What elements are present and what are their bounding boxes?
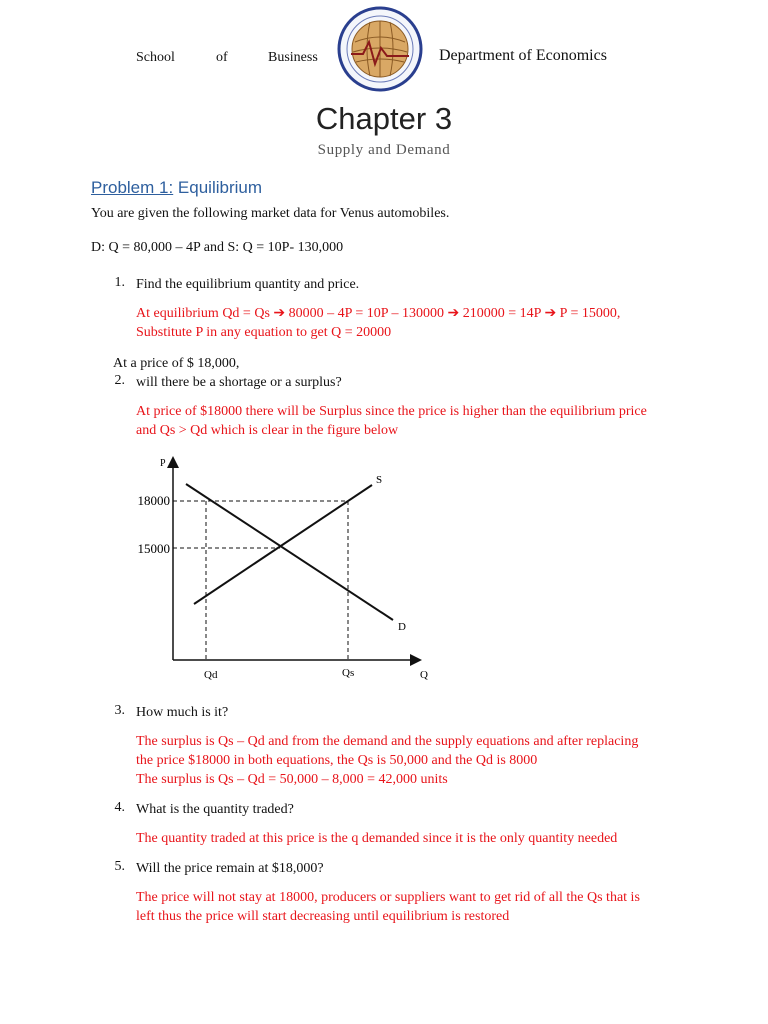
x-axis-label: Q: [420, 669, 428, 681]
question-number: 1.: [114, 275, 125, 290]
question-number: 5.: [114, 859, 125, 874]
header-business: Business: [268, 50, 318, 65]
question-text: How much is it?: [136, 705, 229, 720]
question-text: What is the quantity traded?: [136, 802, 294, 817]
answer-line: Substitute P in any equation to get Q = 20000: [136, 325, 392, 340]
supply-curve: [194, 485, 372, 604]
school-logo-emblem: [337, 6, 423, 92]
answer-line: and Qs > Qd which is clear in the figure below: [136, 423, 399, 438]
question-text: Will the price remain at $18,000?: [136, 861, 324, 876]
header-school: School: [136, 50, 175, 65]
header-of: of: [216, 50, 228, 65]
answer-line: the price $18000 in both equations, the Qs is 50,000 and the Qd is 8000: [136, 753, 538, 768]
problem-heading: [91, 178, 262, 198]
demand-curve: [186, 484, 393, 620]
answer-line: left thus the price will start decreasing until equilibrium is restored: [136, 909, 510, 924]
answer-line: The quantity traded at this price is the q demanded since it is the only quantity needed: [136, 831, 618, 846]
intro-text: You are given the following market data for Venus automobiles.: [91, 206, 450, 221]
page-subtitle: Supply and Demand: [317, 142, 451, 158]
y-tick-label-18000: 18000: [137, 493, 170, 508]
problem-topic: Equilibrium: [173, 178, 263, 197]
x-tick-label-qd: Qd: [204, 669, 218, 681]
header-department: Department of Economics: [439, 47, 607, 64]
supply-curve-label: S: [376, 474, 383, 486]
y-tick-label-15000: 15000: [137, 541, 170, 556]
answer-line: At equilibrium Qd = Qs ➔ 80000 – 4P = 10P – 130000 ➔ 210000 = 14P ➔ P = 15000,: [136, 306, 621, 321]
supply-demand-chart: [110, 450, 440, 690]
question-number: 4.: [114, 800, 125, 815]
page-title: Chapter 3: [315, 101, 453, 136]
question-number: 3.: [114, 703, 125, 718]
y-axis-label: P: [160, 458, 166, 469]
question-preface: At a price of $ 18,000,: [113, 356, 240, 371]
question-text: Find the equilibrium quantity and price.: [136, 277, 360, 292]
answer-line: The surplus is Qs – Qd and from the demand and the supply equations and after replacing: [136, 734, 639, 749]
problem-label: Problem 1:: [91, 178, 174, 197]
answer-line: At price of $18000 there will be Surplus since the price is higher than the equilibrium price: [136, 404, 647, 419]
question-number: 2.: [114, 373, 125, 388]
answer-line: The price will not stay at 18000, producers or suppliers want to get rid of all the Qs that is: [136, 890, 640, 905]
question-text: will there be a shortage or a surplus?: [136, 375, 342, 390]
x-tick-label-qs: Qs: [342, 667, 355, 679]
equations-text: D: Q = 80,000 – 4P and S: Q = 10P- 130,000: [91, 240, 344, 255]
answer-line: The surplus is Qs – Qd = 50,000 – 8,000 = 42,000 units: [136, 772, 448, 787]
demand-curve-label: D: [398, 621, 406, 633]
